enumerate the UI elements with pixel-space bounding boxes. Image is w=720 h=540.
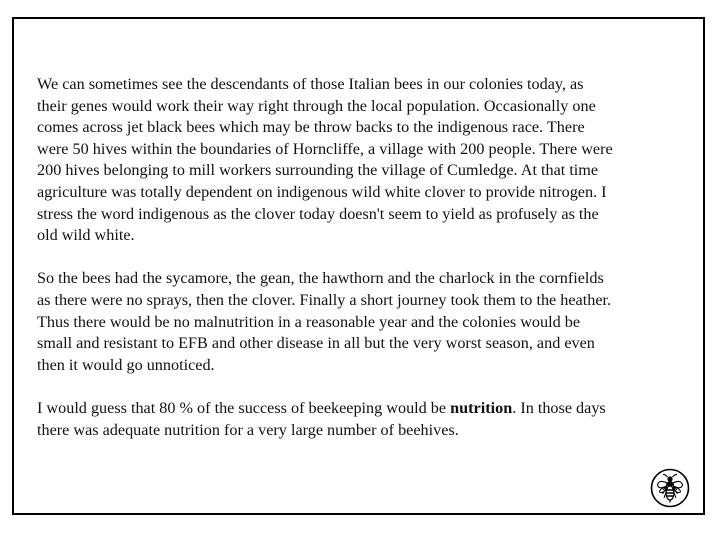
text-line: Thus there would be no malnutrition in a reasonable year and the colonies would be (37, 312, 581, 331)
slide-frame (12, 17, 705, 515)
text-line: We can sometimes see the descendants of those Italian bees in our colonies today, as (37, 75, 584, 93)
text-line: old wild white. (37, 226, 135, 245)
text-line: agriculture was totally dependent on indigenous wild white clover to provide nitrogen. I (37, 182, 607, 201)
text-line: were 50 hives within the boundaries of Horncliffe, a village with 200 people. There were (37, 139, 613, 158)
paragraph-3 (37, 398, 697, 441)
text-line: 200 hives belonging to mill workers surrounding the village of Cumledge. At that time (37, 161, 599, 180)
text-line: as there were no sprays, then the clover. Finally a short journey took them to the heather. (37, 290, 612, 309)
paragraph-2 (37, 268, 697, 376)
text-line: then it would go unnoticed. (37, 355, 215, 374)
text-line (37, 398, 697, 420)
text-line: comes across jet black bees which may be throw backs to the indigenous race. There (37, 118, 585, 137)
paragraph-1 (37, 74, 697, 247)
text-segment: I would guess that 80 % of the success of beekeeping would be (37, 398, 451, 417)
emphasis-nutrition: nutrition (450, 398, 513, 417)
text-segment: . In those days (512, 398, 606, 417)
text-line: small and resistant to EFB and other disease in all but the very worst season, and even (37, 334, 595, 353)
text-line: stress the word indigenous as the clover today doesn't seem to yield as profusely as the (37, 204, 599, 223)
text-line: their genes would work their way right through the local population. Occasionally one (37, 96, 596, 115)
text-line: So the bees had the sycamore, the gean, the hawthorn and the charlock in the cornfields (37, 269, 604, 288)
bee-emblem-icon (650, 468, 690, 508)
text-line: there was adequate nutrition for a very large number of beehives. (37, 420, 459, 439)
body-text (37, 74, 697, 463)
